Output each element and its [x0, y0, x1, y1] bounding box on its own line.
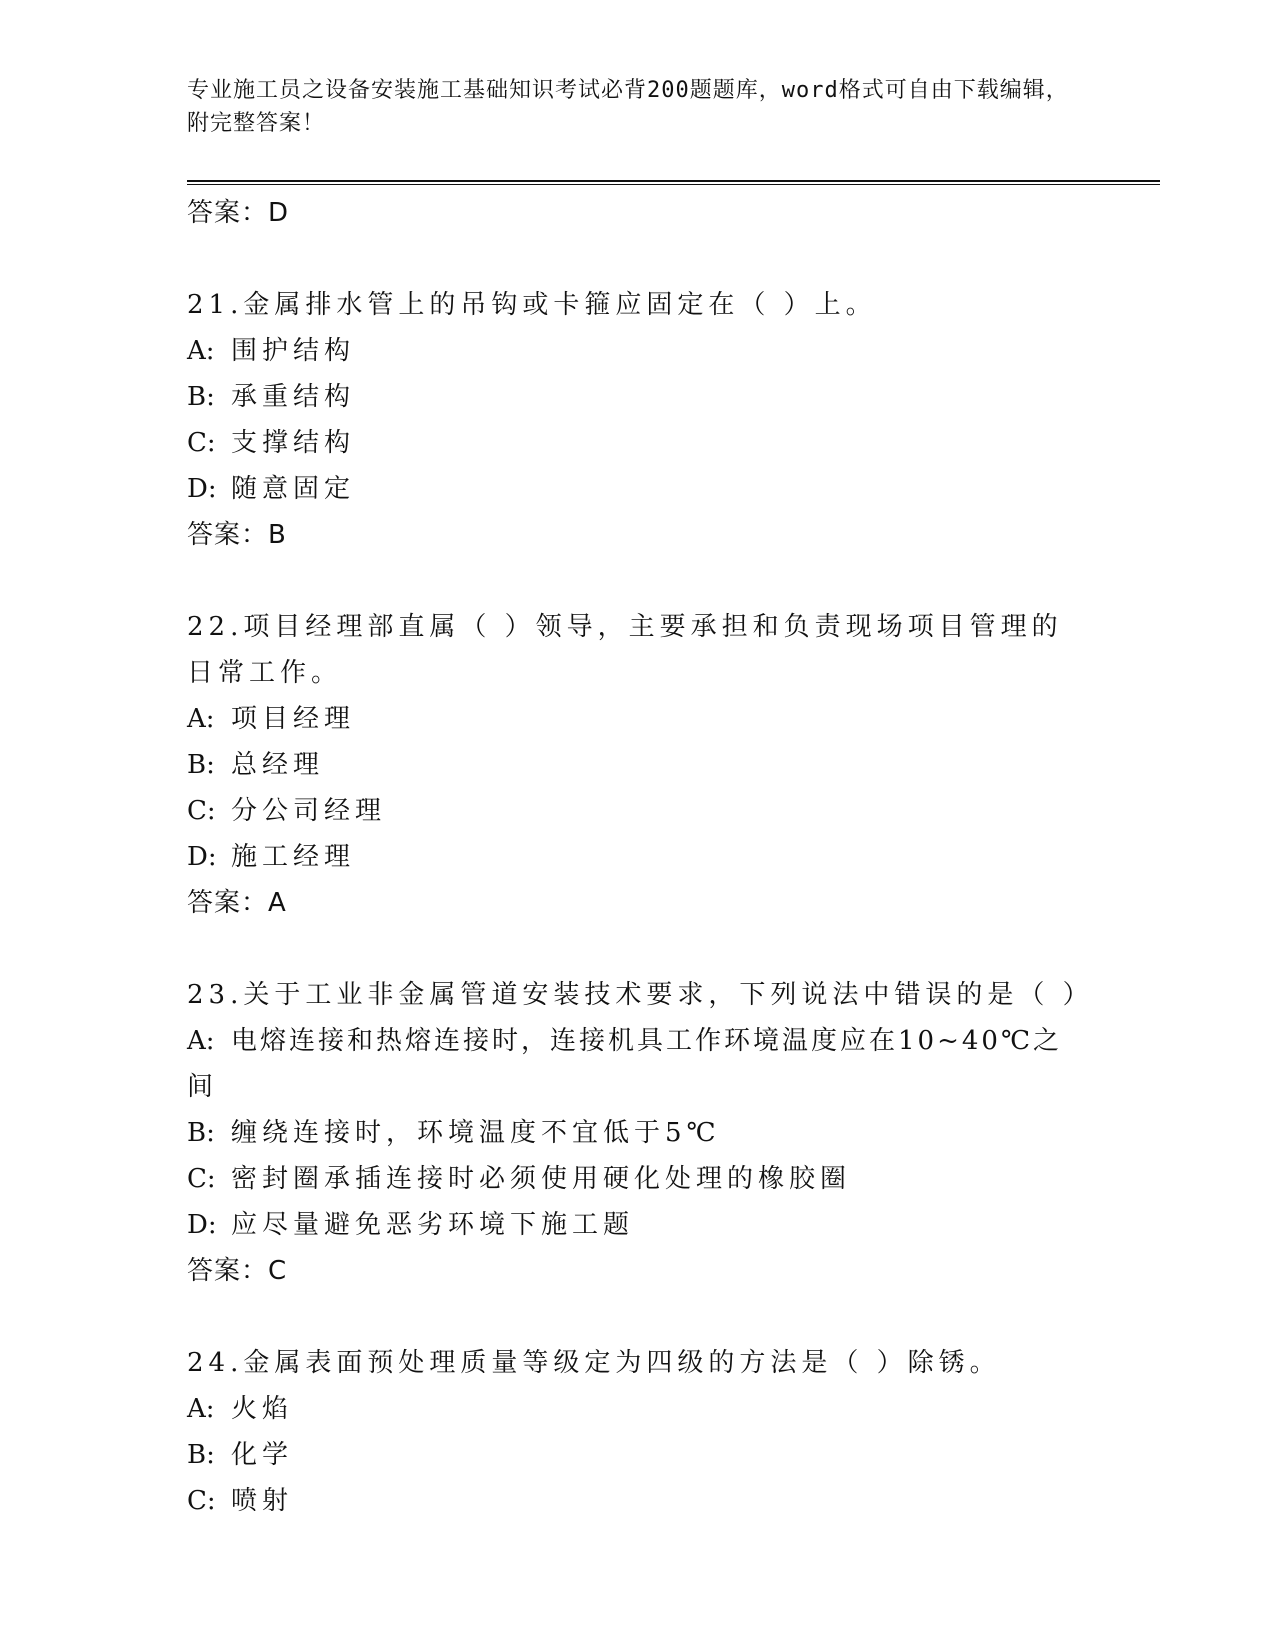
option-text: 电熔连接和热熔连接时，连接机具工作环境温度应在10~40℃之间	[187, 1026, 1063, 1102]
option-text: 化学	[231, 1440, 294, 1470]
option-text: 围护结构	[231, 336, 356, 366]
question-stem: 22.项目经理部直属（ ）领导，主要承担和负责现场项目管理的日常工作。	[187, 612, 1063, 688]
option-c	[187, 788, 1087, 834]
question-list	[187, 190, 1094, 1524]
option-text: 应尽量避免恶劣环境下施工题	[231, 1210, 635, 1240]
question-block	[187, 282, 1087, 558]
option-key: D:	[187, 1210, 217, 1240]
option-text: 总经理	[231, 750, 325, 780]
question-stem: 23.关于工业非金属管道安装技术要求，下列说法中错误的是（ ）	[187, 980, 1094, 1010]
option-text: 缠绕连接时，环境温度不宜低于5℃	[231, 1118, 721, 1148]
option-text: 随意固定	[231, 474, 356, 504]
option-text: 承重结构	[231, 382, 356, 412]
option-text: 密封圈承插连接时必须使用硬化处理的橡胶圈	[231, 1164, 852, 1194]
question-block	[187, 604, 1087, 926]
option-key: D:	[187, 842, 217, 872]
option-text: 分公司经理	[231, 796, 387, 826]
answer-line: 答案：D	[187, 198, 290, 228]
option-text: 喷射	[231, 1486, 294, 1516]
option-key: C:	[187, 428, 216, 458]
option-a	[187, 1386, 1087, 1432]
option-key: C:	[187, 796, 216, 826]
option-key: A:	[187, 704, 215, 734]
option-key: B:	[187, 382, 215, 412]
header-divider	[187, 180, 1160, 182]
option-b	[187, 1110, 1087, 1156]
option-b	[187, 742, 1087, 788]
option-key: C:	[187, 1486, 216, 1516]
option-a	[187, 328, 1087, 374]
option-d	[187, 466, 1087, 512]
page-header	[187, 74, 1087, 140]
option-b	[187, 374, 1087, 420]
option-d	[187, 834, 1087, 880]
answer-line: 答案：A	[187, 888, 287, 918]
option-key: A:	[187, 1394, 215, 1424]
option-key: B:	[187, 1440, 215, 1470]
option-b	[187, 1432, 1087, 1478]
answer-line: 答案：C	[187, 1256, 288, 1286]
option-c	[187, 1478, 1087, 1524]
option-text: 项目经理	[231, 704, 356, 734]
option-d	[187, 1202, 1087, 1248]
question-stem: 21.金属排水管上的吊钩或卡箍应固定在（ ）上。	[187, 290, 877, 320]
question-block	[187, 1340, 1087, 1524]
option-text: 支撑结构	[231, 428, 356, 458]
answer-line: 答案：B	[187, 520, 287, 550]
question-block	[187, 972, 1094, 1294]
option-a	[187, 1018, 1087, 1110]
option-key: B:	[187, 1118, 215, 1148]
option-a	[187, 696, 1087, 742]
page-header-text: 专业施工员之设备安装施工基础知识考试必背200题题库，word格式可自由下载编辑，附完整答案！	[187, 78, 1069, 136]
question-stem: 24.金属表面预处理质量等级定为四级的方法是（ ）除锈。	[187, 1348, 1001, 1378]
option-key: A:	[187, 1026, 215, 1056]
option-key: A:	[187, 336, 215, 366]
option-key: D:	[187, 474, 217, 504]
option-text: 施工经理	[231, 842, 356, 872]
option-text: 火焰	[231, 1394, 294, 1424]
option-c	[187, 1156, 1087, 1202]
option-c	[187, 420, 1087, 466]
option-key: C:	[187, 1164, 216, 1194]
option-key: B:	[187, 750, 215, 780]
